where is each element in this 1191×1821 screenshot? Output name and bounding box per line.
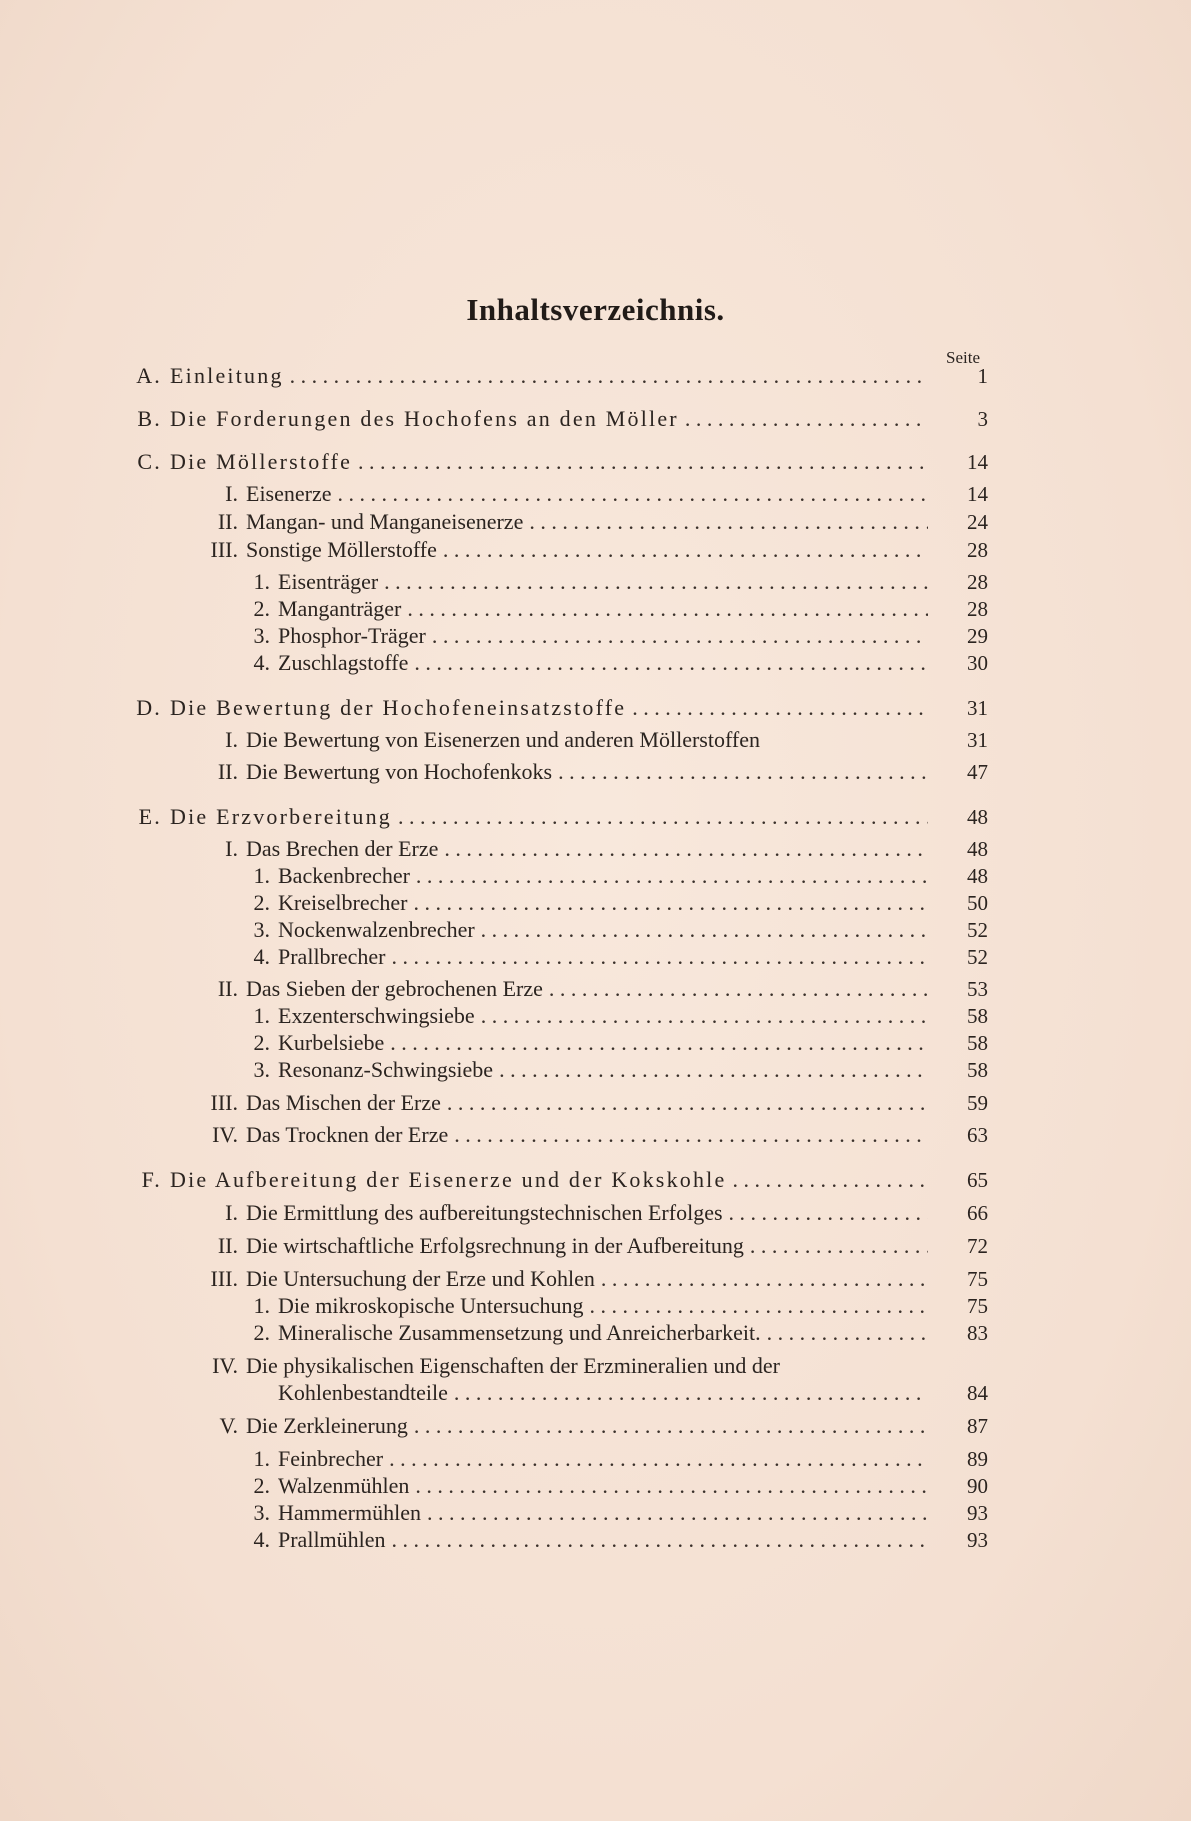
toc-entry-number: D. — [136, 695, 162, 720]
dot-leader — [481, 1001, 928, 1031]
toc-entry-page: 66 — [967, 1201, 988, 1225]
dot-leader — [358, 447, 928, 477]
toc-entry — [186, 1351, 936, 1381]
toc-entry — [126, 361, 988, 391]
toc-entry-label: Kreiselbrecher — [278, 890, 408, 915]
toc-entry-page: 48 — [967, 837, 988, 861]
dot-leader — [414, 1411, 928, 1441]
toc-entry-number: II. — [217, 1233, 238, 1258]
toc-entry-number: 2. — [253, 1030, 270, 1055]
toc-entry-number: 1. — [253, 569, 270, 594]
toc-entry-number: II. — [217, 759, 238, 784]
toc-entry-page: 75 — [967, 1267, 988, 1291]
toc-entry-page: 65 — [967, 1168, 988, 1192]
toc-entry-label: Sonstige Möllerstoffe — [246, 537, 437, 562]
toc-entry-label: Die Zerkleinerung — [246, 1413, 408, 1438]
toc-entry-page: 48 — [967, 805, 988, 829]
dot-leader — [384, 567, 928, 597]
dot-leader — [750, 1231, 928, 1261]
dot-leader — [413, 888, 928, 918]
dot-leader — [389, 1444, 928, 1474]
toc-entry-number: 1. — [253, 1293, 270, 1318]
toc-entry-label: Resonanz-Schwingsiebe — [278, 1057, 494, 1082]
toc-entry-page: 50 — [967, 891, 988, 915]
toc-entry — [236, 1028, 988, 1058]
page-title: Inhaltsverzeichnis. — [466, 292, 725, 327]
toc-entry — [126, 1165, 988, 1195]
toc-entry — [186, 1264, 988, 1294]
toc-entry-page: 47 — [967, 760, 988, 784]
dot-leader — [392, 942, 929, 972]
toc-entry-label: Walzenmühlen — [278, 1473, 410, 1498]
toc-entry — [236, 594, 988, 624]
toc-entry-page: 93 — [967, 1501, 988, 1525]
dot-leader — [549, 974, 928, 1004]
toc-entry-page: 58 — [967, 1058, 988, 1082]
toc-entry-number: 2. — [253, 1320, 270, 1345]
toc-entry-page: 90 — [967, 1474, 988, 1498]
toc-entry — [236, 942, 988, 972]
toc-entry-number: I. — [225, 836, 238, 861]
toc-entry-label: Die wirtschaftliche Erfolgsrechnung in der Aufbereitung — [246, 1233, 744, 1258]
toc-entry-page: 30 — [967, 651, 988, 675]
toc-entry-page: 29 — [967, 624, 988, 648]
dot-leader — [415, 1471, 928, 1501]
toc-entry-page: 87 — [967, 1414, 988, 1438]
toc-entry — [126, 693, 988, 723]
toc-entry-number: I. — [225, 727, 238, 752]
toc-entry — [186, 1198, 988, 1228]
dot-leader — [427, 1498, 928, 1528]
toc-entry-page: 72 — [967, 1234, 988, 1258]
toc-entry-number: 1. — [253, 1003, 270, 1028]
toc-entry-page: 1 — [977, 364, 988, 388]
toc-entry-label: Kohlenbestandteile — [278, 1380, 448, 1405]
toc-entry — [236, 1525, 988, 1555]
toc-entry-number: C. — [137, 449, 162, 474]
toc-entry-number: 1. — [253, 1446, 270, 1471]
toc-entry-number: IV. — [212, 1122, 238, 1147]
toc-entry-label: Die Bewertung von Hochofenkoks — [246, 759, 553, 784]
toc-entry — [186, 479, 988, 509]
toc-entry-number: 4. — [253, 1527, 270, 1552]
dot-leader — [499, 1055, 928, 1085]
toc-entry — [186, 757, 988, 787]
toc-entry-label: Einleitung — [170, 363, 284, 388]
toc-entry-number: 2. — [253, 890, 270, 915]
toc-entry-page: 24 — [967, 510, 988, 534]
toc-entry — [236, 1444, 988, 1474]
toc-entry — [126, 404, 988, 434]
toc-entry — [126, 802, 988, 832]
toc-entry-number: I. — [225, 1200, 238, 1225]
toc-entry — [186, 507, 988, 537]
toc-entry-number: I. — [225, 481, 238, 506]
toc-entry-page: 58 — [967, 1004, 988, 1028]
toc-entry-page: 31 — [967, 728, 988, 752]
toc-entry — [236, 1001, 988, 1031]
dot-leader — [732, 1165, 928, 1195]
page-column-header: Seite — [946, 348, 980, 367]
toc-entry-page: 83 — [967, 1321, 988, 1345]
toc-entry-label: Die Forderungen des Hochofens an den Möller — [170, 406, 679, 431]
toc-entry-page: 31 — [967, 696, 988, 720]
dot-leader — [685, 404, 928, 434]
toc-entry — [236, 888, 988, 918]
dot-leader — [390, 1028, 928, 1058]
toc-entry-page: 14 — [967, 482, 988, 506]
toc-entry — [186, 1378, 988, 1408]
toc-entry-label: Das Mischen der Erze — [246, 1090, 441, 1115]
toc-entry-number: B. — [137, 406, 162, 431]
toc-entry-page: 3 — [977, 407, 988, 431]
toc-entry-label: Das Brechen der Erze — [246, 836, 439, 861]
toc-entry-label: Kurbelsiebe — [278, 1030, 385, 1055]
toc-entry-page: 75 — [967, 1294, 988, 1318]
toc-entry-page: 89 — [967, 1447, 988, 1471]
toc-entry — [236, 1471, 988, 1501]
toc-entry-page: 58 — [967, 1031, 988, 1055]
toc-entry-number: 1. — [253, 863, 270, 888]
toc-entry-label: Manganträger — [278, 596, 402, 621]
toc-entry-page: 84 — [967, 1381, 988, 1405]
toc-entry-label: Feinbrecher — [278, 1446, 384, 1471]
toc-entry-number: IV. — [212, 1353, 238, 1378]
dot-leader — [432, 621, 928, 651]
toc-entry-label: Zuschlagstoffe — [278, 650, 409, 675]
dot-leader — [481, 915, 928, 945]
toc-entry-label: Die Bewertung von Eisenerzen und anderen Möllerstoffen — [246, 727, 760, 752]
toc-entry-label: Die Aufbereitung der Eisenerze und der Kokskohle — [170, 1167, 727, 1192]
dot-leader — [729, 1198, 928, 1228]
dot-leader — [601, 1264, 928, 1294]
dot-leader — [414, 648, 928, 678]
toc-entry-label: Eisenerze — [246, 481, 332, 506]
toc-entry-number: V. — [219, 1413, 238, 1438]
toc-entry-label: Nockenwalzenbrecher — [278, 917, 475, 942]
toc-entry-page: 59 — [967, 1091, 988, 1115]
dot-leader — [407, 594, 928, 624]
toc-entry-number: 3. — [253, 917, 270, 942]
toc-entry-number: II. — [217, 509, 238, 534]
toc-entry-label: Die mikroskopische Untersuchung — [278, 1293, 584, 1318]
toc-entry-page: 63 — [967, 1123, 988, 1147]
toc-entry — [236, 1291, 988, 1321]
toc-entry-page: 93 — [967, 1528, 988, 1552]
dot-leader — [398, 802, 928, 832]
toc-entry — [236, 1318, 988, 1348]
toc-entry-label: Die Bewertung der Hochofeneinsatzstoffe — [170, 695, 627, 720]
toc-entry-number: III. — [210, 1090, 238, 1115]
toc-entry — [236, 648, 988, 678]
dot-leader — [392, 1525, 928, 1555]
toc-entry-page: 52 — [967, 945, 988, 969]
dot-leader — [590, 1291, 929, 1321]
toc-entry — [186, 1231, 988, 1261]
toc-entry-label: Mineralische Zusammensetzung und Anreicherbarkeit. — [278, 1320, 761, 1345]
toc-entry-number: 4. — [253, 944, 270, 969]
toc-entry-label: Die Möllerstoffe — [170, 449, 353, 474]
toc-entry-number: 2. — [253, 596, 270, 621]
toc-entry — [236, 861, 988, 891]
toc-entry-label: Eisenträger — [278, 569, 379, 594]
dot-leader — [338, 479, 929, 509]
dot-leader — [447, 1088, 928, 1118]
toc-entry-label: Die Untersuchung der Erze und Kohlen — [246, 1266, 595, 1291]
toc-entry — [186, 974, 988, 1004]
toc-entry-number: III. — [210, 1266, 238, 1291]
dot-leader — [558, 757, 928, 787]
toc-entry — [236, 621, 988, 651]
toc-entry-label: Die Ermittlung des aufbereitungstechnischen Erfolges — [246, 1200, 723, 1225]
toc-entry-number: 3. — [253, 623, 270, 648]
dot-leader — [416, 861, 928, 891]
toc-entry — [236, 1055, 988, 1085]
dot-leader — [443, 535, 928, 565]
toc-entry — [186, 1120, 988, 1150]
toc-entry-number: E. — [138, 804, 162, 829]
toc-entry-page: 28 — [967, 597, 988, 621]
toc-entry — [236, 1498, 988, 1528]
dot-leader — [454, 1120, 928, 1150]
dot-leader — [454, 1378, 928, 1408]
dot-leader — [767, 1318, 928, 1348]
toc-entry-label: Die physikalischen Eigenschaften der Erzmineralien und der — [246, 1353, 780, 1378]
toc-entry — [236, 567, 988, 597]
toc-entry — [236, 915, 988, 945]
toc-entry-label: Exzenterschwingsiebe — [278, 1003, 475, 1028]
toc-entry-label: Das Sieben der gebrochenen Erze — [246, 976, 543, 1001]
toc-entry — [186, 1411, 988, 1441]
toc-entry-page: 48 — [967, 864, 988, 888]
toc-entry-number: 4. — [253, 650, 270, 675]
toc-entry-page: 14 — [967, 450, 988, 474]
dot-leader — [290, 361, 928, 391]
toc-entry-number: 3. — [253, 1057, 270, 1082]
toc-entry-label: Prallbrecher — [278, 944, 386, 969]
toc-entry-page: 53 — [967, 977, 988, 1001]
dot-leader — [444, 834, 928, 864]
toc-entry-label: Das Trocknen der Erze — [246, 1122, 449, 1147]
toc-entry — [186, 834, 988, 864]
toc-entry — [186, 535, 988, 565]
toc-entry-label: Die Erzvorbereitung — [170, 804, 393, 829]
toc-entry-page: 28 — [967, 570, 988, 594]
toc-entry — [186, 1088, 988, 1118]
toc-entry-page: 52 — [967, 918, 988, 942]
dot-leader — [529, 507, 928, 537]
toc-entry-number: F. — [141, 1167, 162, 1192]
toc-entry-number: III. — [210, 537, 238, 562]
toc-entry-number: A. — [136, 363, 162, 388]
toc-entry-label: Prallmühlen — [278, 1527, 386, 1552]
toc-entry-number: II. — [217, 976, 238, 1001]
toc-entry-label: Phosphor-Träger — [278, 623, 426, 648]
toc-entry — [126, 447, 988, 477]
toc-entry-page: 28 — [967, 538, 988, 562]
toc-entry-label: Hammermühlen — [278, 1500, 421, 1525]
toc-entry-number: 2. — [253, 1473, 270, 1498]
toc-entry-number: 3. — [253, 1500, 270, 1525]
dot-leader — [632, 693, 928, 723]
toc-entry — [186, 725, 988, 755]
toc-entry-label: Backenbrecher — [278, 863, 410, 888]
toc-entry-label: Mangan- und Manganeisenerze — [246, 509, 524, 534]
